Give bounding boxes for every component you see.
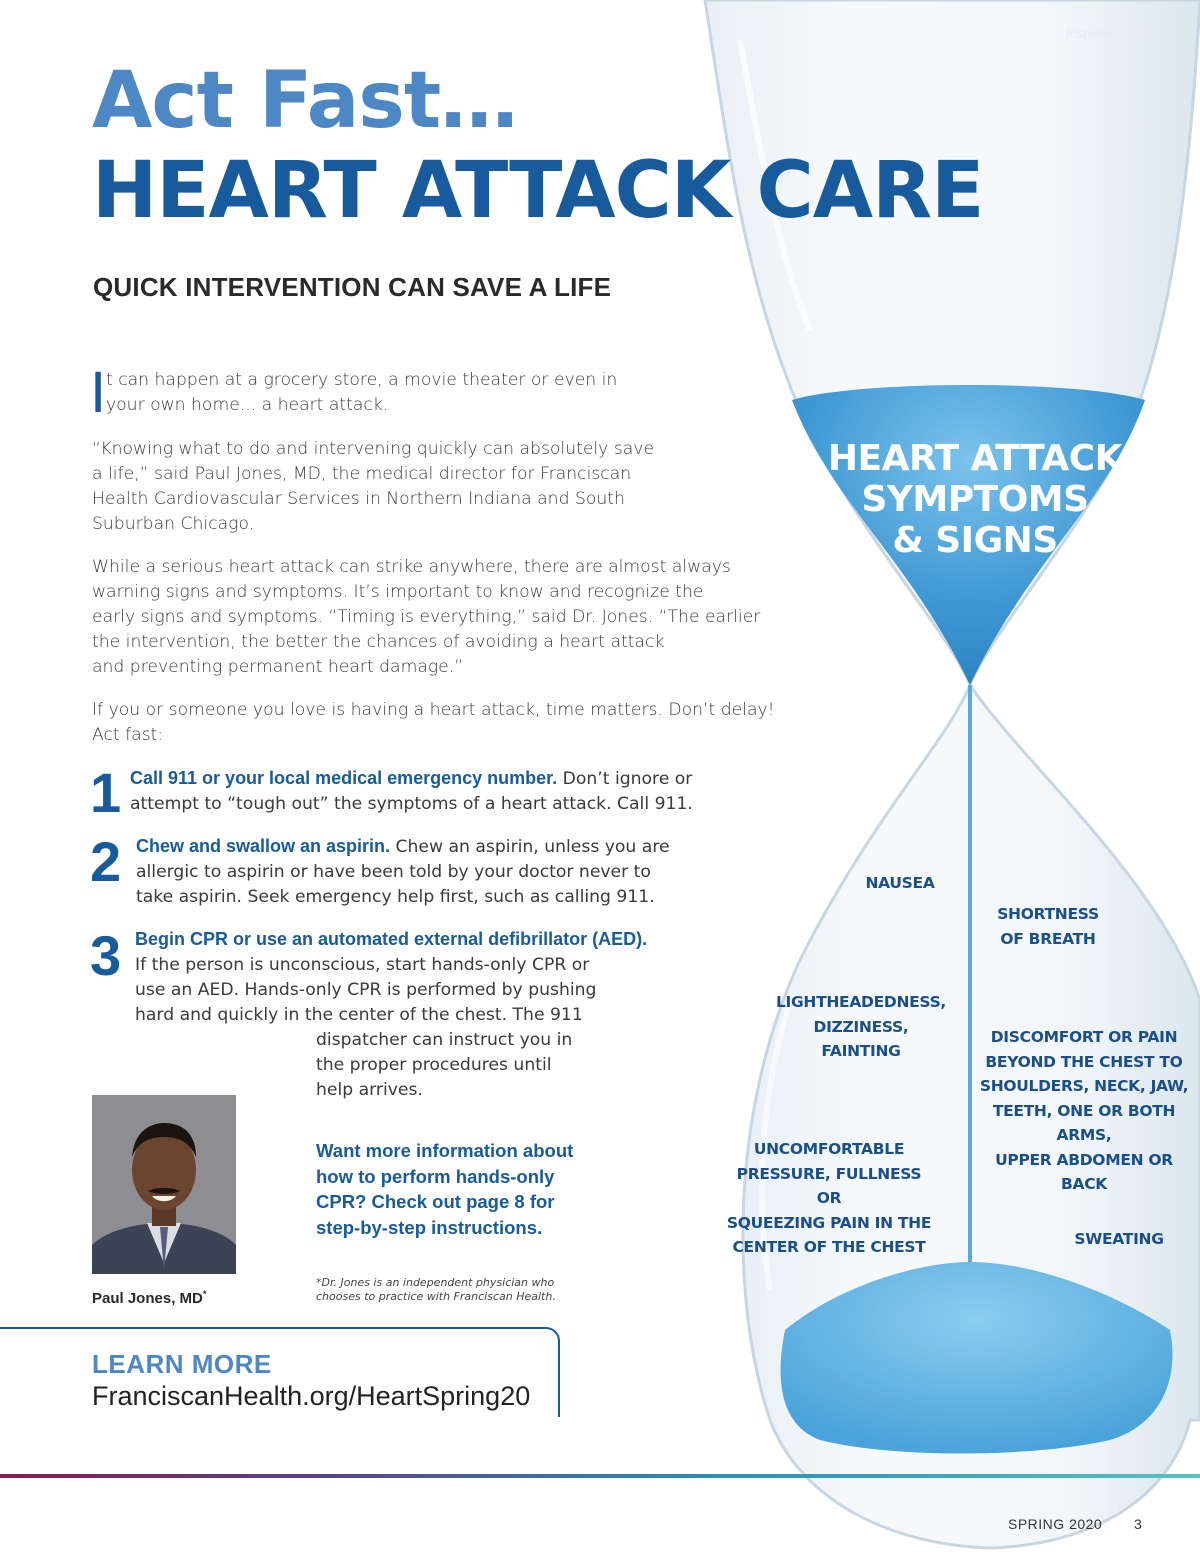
cpr-promo bbox=[316, 1138, 636, 1240]
symptom-discomfort: DISCOMFORT OR PAIN BEYOND THE CHEST TO SHOULDERS, NECK, JAW, TEETH, ONE OR BOTH ARMS, UPPER ABDOMEN OR BACK bbox=[979, 1028, 1189, 1193]
learn-more-heading: LEARN MORE bbox=[92, 1349, 272, 1379]
footnote-line: chooses to practice with Franciscan Health. bbox=[316, 1290, 556, 1303]
step-1-line: attempt to “tough out” the symptoms of a heart attack. Call 911. bbox=[130, 794, 693, 814]
symptom-nausea: NAUSEA bbox=[865, 874, 935, 892]
footer-divider bbox=[0, 1474, 1200, 1478]
hourglass-title-line: HEART ATTACK bbox=[827, 438, 1123, 479]
paragraph-line: While a serious heart attack can strike anywhere, there are almost always bbox=[92, 557, 731, 577]
intro-paragraph-2 bbox=[92, 437, 702, 537]
step-3-heading: Begin CPR or use an automated external defibrillator (AED). bbox=[135, 929, 648, 949]
promo-line: CPR? Check out page 8 for bbox=[316, 1191, 555, 1212]
step-2-number: 2 bbox=[90, 830, 122, 893]
subtitle: QUICK INTERVENTION CAN SAVE A LIFE bbox=[93, 272, 612, 302]
title-line-2: HEART ATTACK CARE bbox=[92, 146, 984, 236]
step-2-heading: Chew and swallow an aspirin. bbox=[136, 836, 391, 856]
doctor-photo bbox=[92, 1095, 236, 1274]
intro-paragraph-3 bbox=[92, 555, 782, 680]
intro-line: your own home... a heart attack. bbox=[106, 395, 389, 415]
learn-more-link[interactable]: FranciscanHealth.org/HeartSpring20 bbox=[92, 1381, 531, 1411]
step-2-line: take aspirin. Seek emergency help first, such as calling 911. bbox=[136, 887, 655, 907]
paragraph-line: early signs and symptoms. “Timing is everything,” said Dr. Jones. “The earlier bbox=[92, 607, 761, 627]
hourglass-title bbox=[820, 438, 1130, 561]
paragraph-line: the intervention, the better the chances of avoiding a heart attack bbox=[92, 632, 665, 652]
step-1-text: Don’t ignore or bbox=[557, 769, 693, 789]
footnote bbox=[316, 1276, 616, 1304]
hourglass-title-line: & SIGNS bbox=[892, 520, 1058, 561]
step-3-line: help arrives. bbox=[316, 1080, 423, 1100]
title-line-1: Act Fast… bbox=[92, 56, 518, 146]
page-number: 3 bbox=[1134, 1516, 1142, 1532]
paragraph-line: “Knowing what to do and intervening quickly can absolutely save bbox=[92, 439, 655, 459]
step-3-line: dispatcher can instruct you in bbox=[316, 1030, 573, 1050]
promo-line: step-by-step instructions. bbox=[316, 1216, 543, 1238]
step-2 bbox=[136, 834, 776, 910]
step-1-heading: Call 911 or your local medical emergency number. bbox=[130, 768, 558, 788]
step-3-number: 3 bbox=[90, 924, 122, 987]
paragraph-line: and preventing permanent heart damage.” bbox=[92, 657, 464, 677]
step-3-line: If the person is unconscious, start hands-only CPR or bbox=[135, 955, 590, 975]
step-3-line: the proper procedures until bbox=[316, 1055, 552, 1075]
symptom-shortness-of-breath: SHORTNESS OF BREATH bbox=[997, 905, 1099, 948]
step-3-line: use an AED. Hands-only CPR is performed by pushing bbox=[135, 980, 597, 1000]
symptom-chest-pressure: UNCOMFORTABLE PRESSURE, FULLNESS OR SQUEEZING PAIN IN THE CENTER OF THE CHEST bbox=[726, 1140, 932, 1256]
step-3-line: hard and quickly in the center of the chest. The 911 bbox=[135, 1005, 583, 1025]
step-2-text: Chew an aspirin, unless you are bbox=[390, 837, 670, 857]
promo-line: how to perform hands-only bbox=[316, 1165, 555, 1187]
step-1 bbox=[130, 766, 770, 817]
step-3 bbox=[135, 927, 735, 1103]
paragraph-line: warning signs and symptoms. It’s important to know and recognize the bbox=[92, 582, 704, 602]
footnote-line: *Dr. Jones is an independent physician who bbox=[316, 1276, 555, 1289]
intro-paragraph-1 bbox=[106, 368, 706, 418]
step-1-number: 1 bbox=[90, 761, 122, 824]
header-tag: Inspiring Health bbox=[1066, 27, 1162, 41]
paragraph-line: Health Cardiovascular Services in Northern Indiana and South bbox=[92, 489, 625, 509]
hourglass-title-line: SYMPTOMS bbox=[861, 479, 1089, 520]
paragraph-line: Act fast: bbox=[92, 725, 164, 745]
step-2-line: allergic to aspirin or have been told by your doctor never to bbox=[136, 862, 651, 882]
promo-line: Want more information about bbox=[316, 1140, 574, 1161]
drop-cap: I bbox=[90, 360, 107, 425]
paragraph-line: a life,” said Paul Jones, MD, the medical director for Franciscan bbox=[92, 464, 632, 484]
photo-caption: Paul Jones, MD* bbox=[92, 1289, 207, 1307]
symptom-lightheadedness: LIGHTHEADEDNESS, DIZZINESS, FAINTING bbox=[775, 993, 947, 1060]
paragraph-line: If you or someone you love is having a heart attack, time matters. Don’t delay! bbox=[92, 700, 775, 720]
footer-issue: SPRING 2020 bbox=[1008, 1516, 1103, 1532]
intro-paragraph-4 bbox=[92, 698, 822, 748]
symptom-sweating: SWEATING bbox=[1074, 1230, 1164, 1248]
intro-line: t can happen at a grocery store, a movie theater or even in bbox=[106, 370, 618, 390]
paragraph-line: Suburban Chicago. bbox=[92, 514, 255, 534]
